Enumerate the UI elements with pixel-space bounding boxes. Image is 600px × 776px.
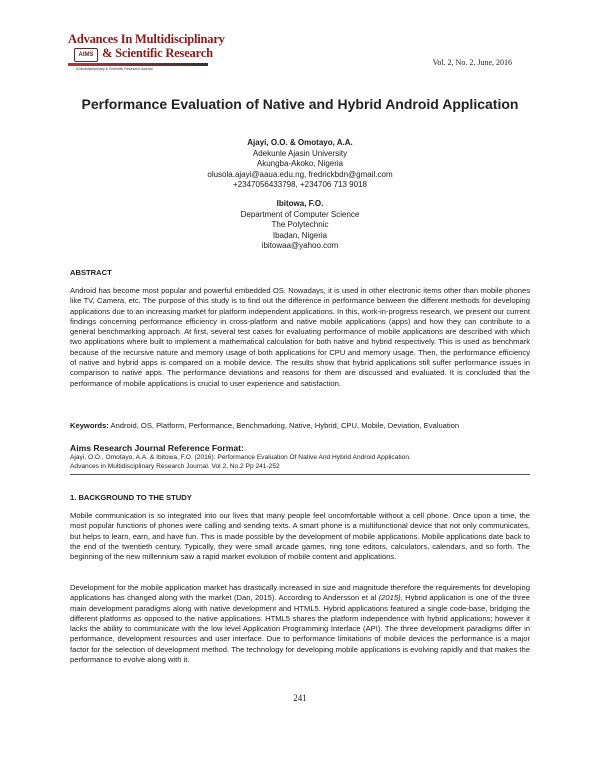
- author-emails: olusola.ajayi@aaua.edu.ng, fredrickbdn@gmail.com: [207, 169, 393, 179]
- author-phones: +2347056433798, +234706 713 9018: [233, 180, 367, 189]
- volume-info: Vol. 2, No. 2. June, 2016: [432, 58, 512, 67]
- reference-line-1: Ajayi, O.O., Omotayo, A.A. & Ibitowa, F.O. (2016): Performance Evaluation Of Native And Hybrid Android Application.: [70, 454, 411, 461]
- page-number: 241: [293, 693, 307, 703]
- citation-year: (2015): [378, 593, 401, 603]
- author-names: Ajayi, O.O. & Omotayo, A.A.: [247, 138, 353, 147]
- reference-line-2: Advances in Multidisciplinary Research Journal. Vol 2, No.2 Pp 241-252: [70, 462, 280, 470]
- author-location: Akungba-Akoko, Nigeria: [256, 159, 344, 168]
- author-block-2: [60, 199, 540, 252]
- paragraph-2: [70, 583, 530, 665]
- author-location: Ibadan, Nigeria: [272, 230, 328, 240]
- author-institution: The Polytechnic: [271, 220, 329, 229]
- author-affiliation: Adekunle Ajasin University: [252, 148, 348, 158]
- paragraph-2-part-a: Development for the mobile application market has drastically increased in size and magnitude therefore the requirements for developing applications has changed along with the market (Dan, 2015). According to Andersson et al: [70, 583, 530, 603]
- journal-name-line1: Advances In Multidisciplinary: [68, 32, 225, 46]
- author-email: ibitowaa@yahoo.com: [261, 241, 339, 250]
- author-block-1: [60, 138, 540, 191]
- keywords: [70, 421, 530, 431]
- reference-format-heading: Aims Research Journal Reference Format:: [70, 443, 244, 453]
- paragraph-2-part-b: , Hybrid application is one of the three main development paradigms along with native development and HTML5. Hybrid applications featured a single code-base, bridging the different platforms as opposed to the native applications. HTML5 shares the platform independence with hybrid applications; however it lacks the ability to communicate with the low level Application Programming Interface (API). The three development paradigms differ in performance, development resources and user interface. Due to performance limitations of mobile devices the performance is a major factor for the selection of development method. The technology for developing mobile applications is evolving rapidly and that makes the performance to evolve along with it.: [70, 593, 531, 665]
- keywords-list: Android, OS, Platform, Performance, Benchmarking, Native, Hybrid, CPU, Mobile, Deviation, Evaluation: [108, 421, 460, 430]
- journal-tagline: A Multidisciplinary & Scientific Research Journal: [76, 67, 153, 71]
- section-heading: 1. BACKGROUND TO THE STUDY: [70, 493, 192, 502]
- author-department: Department of Computer Science: [240, 209, 360, 219]
- keywords-label: Keywords:: [70, 421, 109, 430]
- logo-underline: [68, 63, 208, 66]
- journal-logo: [68, 32, 225, 72]
- abstract-heading: ABSTRACT: [70, 268, 112, 277]
- aims-badge-icon: AIMS: [74, 48, 98, 62]
- reference-format-text: [70, 454, 530, 471]
- paragraph-1: Mobile communication is so integrated into our lives that many people feel uncomfortable without a cell phone. Once upon a time, the most popular functions of phones were calling and sending texts. A smart phone is a multifunctional device that not only communicates, but helps to learn, earn, and have fun. This is made possible by the development of mobile applications. Mobile applications date back to the end of the twentieth century. Typically, they were small arcade games, ring tone editors, calculators, calendars, and so forth. The beginning of the new millennium saw a rapid market evolution of mobile content and applications.: [70, 511, 530, 562]
- divider: [70, 474, 530, 475]
- journal-name-line2: & Scientific Research: [102, 46, 213, 60]
- author-name: Ibitowa, F.O.: [276, 199, 324, 208]
- abstract-text: Android has become most popular and powerful embedded OS. Nowadays, it is used in other electronic items other than mobile phones like TV, Camera, etc. The purpose of this study is to find out the difference in performance between the different methods for developing applications due to an increasing market for platform independent applications. In this, work-in-progress research, we present our current findings concerning performance efficiency in cross-platform and native mobile applications (apps) and how they can contribute to a general benchmarking approach. At first, several test cases for evaluating performance of mobile applications are described with which two applications where built to implement a mathematical calculation for both native and hybrid respectively. This is used as benchmark because of the recursive nature and memory usage of both applications for CPU and memory usage. Then, the performance efficiency of native and hybrid apps is compared on a mobile device. The results show that hybrid applications still suffer performance issues in comparison to native apps. The performance deviations and reasons for them are discussed and evaluated. It is concluded that the performance of mobile applications is crucial to user experience and satisfaction.: [70, 286, 530, 388]
- paper-title: Performance Evaluation of Native and Hybrid Android Application: [81, 96, 519, 112]
